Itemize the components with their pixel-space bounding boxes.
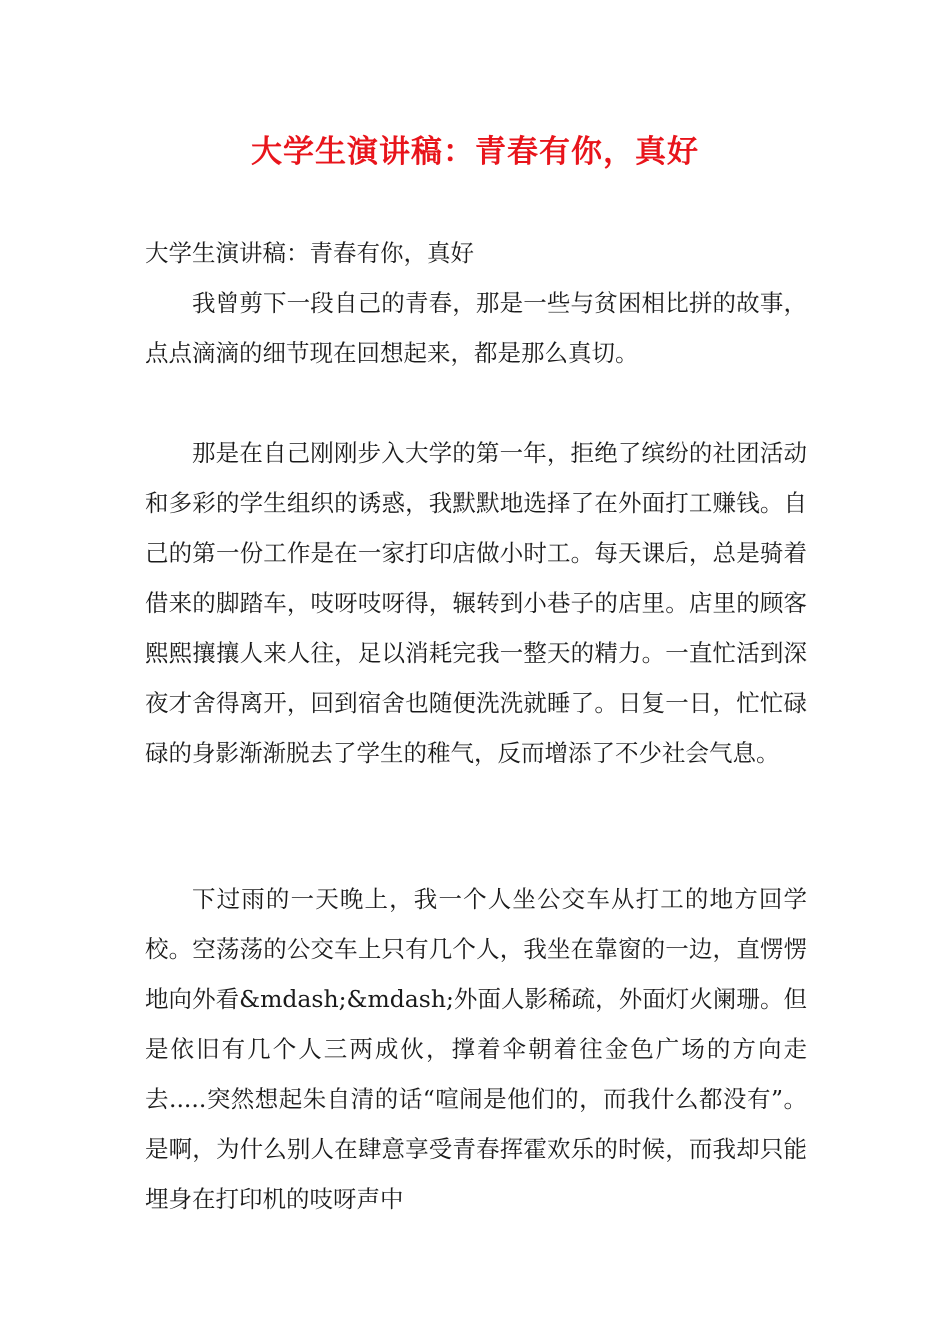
paragraph: 下过雨的一天晚上，我一个人坐公交车从打工的地方回学校。空荡荡的公交车上只有几个人，我坐在靠窗的一边，直愣愣地向外看&mdash;&mdash;外面人影稀疏，外面灯火阑珊。但是依旧有几个人三两成伙，撑着伞朝着往金色广场的方向走去.....突然想起朱自清的话“喧闹是他们的，而我什么都没有”。是啊，为什么别人在肆意享受青春挥霍欢乐的时候，而我却只能埋身在打印机的吱呀声中	[145, 885, 807, 1213]
document-subtitle: 大学生演讲稿：青春有你，真好	[145, 239, 474, 267]
document-title: 大学生演讲稿：青春有你，真好	[251, 134, 699, 170]
paragraph: 那是在自己刚刚步入大学的第一年，拒绝了缤纷的社团活动和多彩的学生组织的诱惑，我默默地选择了在外面打工赚钱。自己的第一份工作是在一家打印店做小时工。每天课后，总是骑着借来的脚踏车，吱呀吱呀得，辗转到小巷子的店里。店里的顾客熙熙攘攘人来人往，足以消耗完我一整天的精力。一直忙活到深夜才舍得离开，回到宿舍也随便洗洗就睡了。日复一日，忙忙碌碌的身影渐渐脱去了学生的稚气，反而增添了不少社会气息。	[145, 439, 807, 767]
paragraph: 我曾剪下一段自己的青春，那是一些与贫困相比拼的故事，点点滴滴的细节现在回想起来，都是那么真切。	[145, 289, 807, 367]
